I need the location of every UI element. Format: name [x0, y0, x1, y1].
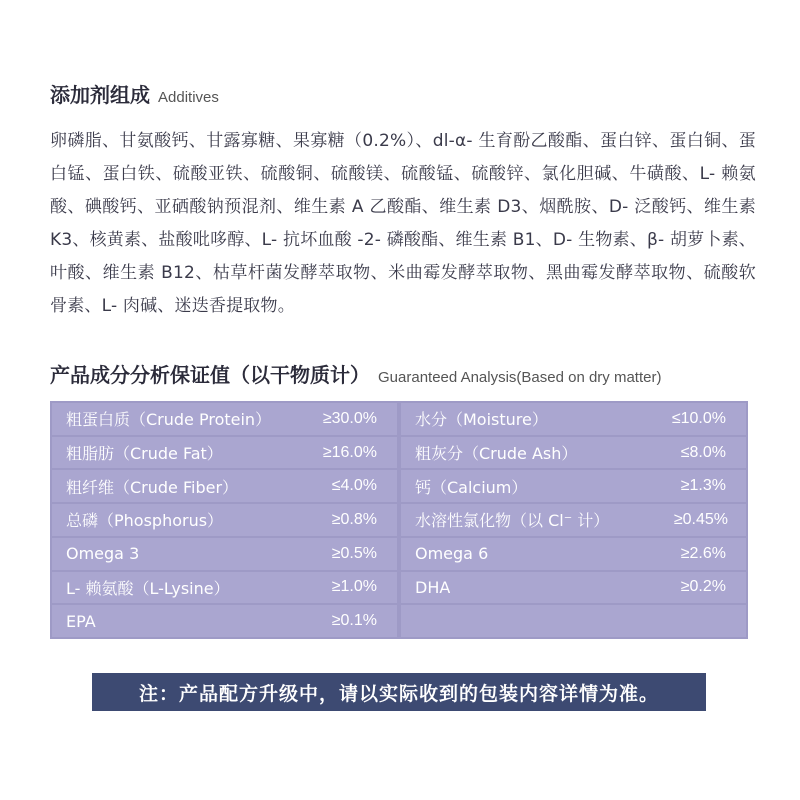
analysis-item-value: ≥1.3%: [680, 477, 726, 495]
analysis-cell-omega-6: [401, 538, 746, 570]
analysis-item-name: Omega 3: [66, 544, 140, 564]
analysis-item-name: L- 赖氨酸（L-Lysine）: [66, 578, 230, 598]
analysis-item-name: 粗蛋白质（Crude Protein）: [66, 410, 272, 430]
additives-title-en: Additives: [158, 89, 219, 106]
analysis-item-value: ≥0.5%: [331, 544, 377, 562]
analysis-item-value: ≥0.1%: [331, 612, 377, 630]
analysis-item-name: 钙（Calcium）: [415, 477, 528, 497]
analysis-item-value: ≥1.0%: [331, 578, 377, 596]
analysis-cell-crude-fat: [52, 437, 397, 469]
analysis-table: [50, 401, 748, 639]
analysis-item-name: Omega 6: [415, 544, 489, 564]
additives-list-text: 卵磷脂、甘氨酸钙、甘露寡糖、果寡糖（0.2%）、dl-α- 生育酚乙酸酯、蛋白锌、蛋白铜、蛋白锰、蛋白铁、硫酸亚铁、硫酸铜、硫酸镁、硫酸锰、硫酸锌、氯化胆碱、牛磺酸、L- 赖氨酸、碘酸钙、亚硒酸钠预混剂、维生素 A 乙酸酯、维生素 D3、烟酰胺、D- 泛酸钙、维生素 K3、核黄素、盐酸吡哆醇、L- 抗坏血酸 -2- 磷酸酯、维生素 B1、D- 生物素、β- 胡萝卜素、叶酸、维生素 B12、枯草杆菌发酵萃取物、米曲霉发酵萃取物、黑曲霉发酵萃取物、硫酸软骨素、L- 肉碱、迷迭香提取物。: [50, 131, 756, 316]
analysis-cell-phosphorus: [52, 504, 397, 536]
analysis-item-name: EPA: [66, 611, 96, 631]
analysis-item-name: 总磷（Phosphorus）: [66, 511, 224, 531]
analysis-cell-empty: [401, 605, 746, 637]
analysis-item-name: 粗灰分（Crude Ash）: [415, 444, 578, 464]
analysis-item-value: ≥16.0%: [322, 443, 377, 461]
analysis-cell-water-soluble-chloride: [401, 504, 746, 536]
analysis-item-value: ≥2.6%: [680, 544, 726, 562]
analysis-item-value: ≤4.0%: [331, 477, 377, 495]
analysis-cell-crude-ash: [401, 437, 746, 469]
analysis-cell-omega-3: [52, 538, 397, 570]
additives-heading: [50, 79, 219, 108]
analysis-cell-calcium: [401, 470, 746, 502]
analysis-title-cn: 产品成分分析保证值（以干物质计）: [50, 363, 370, 387]
analysis-cell-crude-fiber: [52, 470, 397, 502]
analysis-cell-epa: [52, 605, 397, 637]
analysis-item-name: 水分（Moisture）: [415, 410, 548, 430]
analysis-heading: [50, 359, 661, 388]
additives-title-cn: 添加剂组成: [50, 83, 150, 107]
analysis-item-value: ≤8.0%: [680, 443, 726, 461]
analysis-item-name: 粗纤维（Crude Fiber）: [66, 477, 239, 497]
analysis-title-en: Guaranteed Analysis(Based on dry matter): [378, 369, 662, 386]
analysis-item-value: ≥0.45%: [673, 510, 728, 528]
analysis-item-name: DHA: [415, 577, 451, 597]
analysis-item-value: ≥0.2%: [680, 578, 726, 596]
analysis-cell-lysine: [52, 572, 397, 604]
analysis-item-value: ≥30.0%: [322, 409, 377, 427]
analysis-cell-dha: [401, 572, 746, 604]
analysis-cell-moisture: [401, 403, 746, 435]
analysis-item-value: ≤10.0%: [671, 409, 726, 427]
analysis-item-name: 水溶性氯化物（以 Cl⁻ 计）: [415, 511, 610, 531]
analysis-item-name: 粗脂肪（Crude Fat）: [66, 444, 223, 464]
analysis-cell-crude-protein: [52, 403, 397, 435]
analysis-item-value: ≥0.8%: [331, 510, 377, 528]
formula-update-notice: 注：产品配方升级中，请以实际收到的包装内容详情为准。: [92, 673, 706, 711]
